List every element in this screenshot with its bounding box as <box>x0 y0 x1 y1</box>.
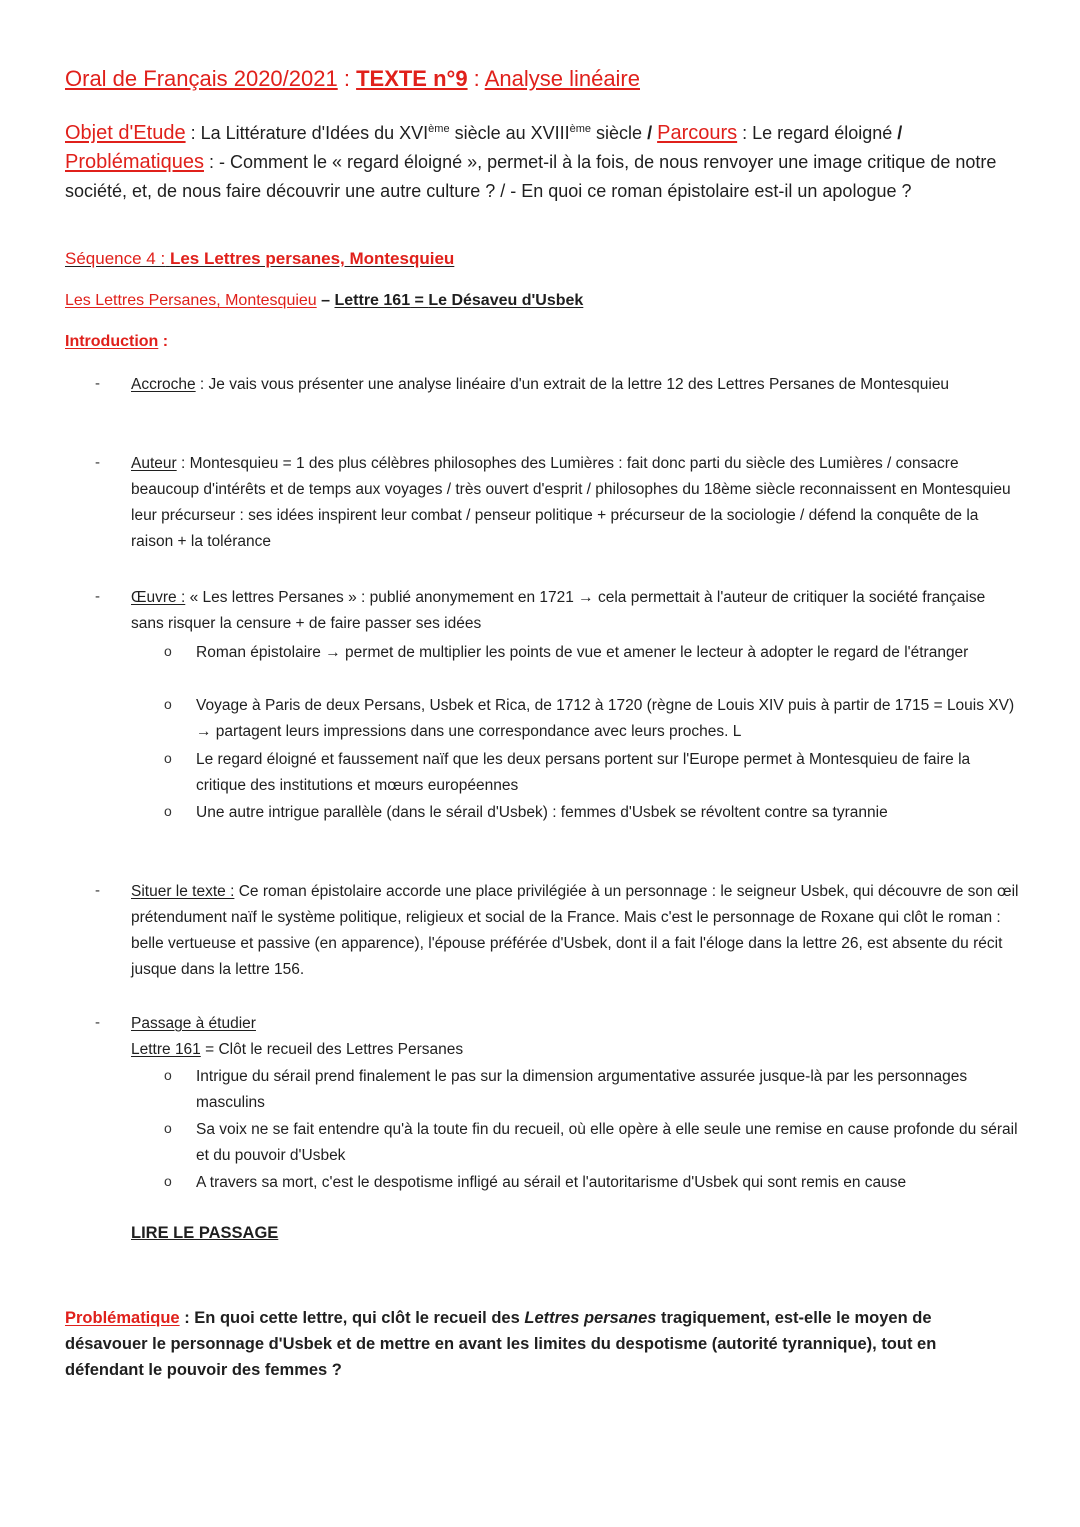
lettre-source: Les Lettres Persanes, Montesquieu <box>65 292 317 309</box>
lettre-title: Le Désaveu d'Usbek <box>428 292 584 309</box>
problematiques-text: : - Comment le « regard éloigné », permet-il à la fois, de nous renvoyer une image critique de notre société, et, de nous faire découvrir une autre culture ? / - En quoi ce roman épistolaire est-il un apologue ? <box>65 152 997 201</box>
dash-marker: - <box>95 882 100 899</box>
situer-text: Ce roman épistolaire accorde une place privilégiée à un personnage : le seigneur Usbek, qui découvre de son œil prétendument naïf le système politique, religieux et social de la France. Mais c'est le personnage de Roxane qui clôt le roman : belle vertueuse et passive (en apparence), l'épouse préférée d'Usbek, dont il a fait l'éloge dans la lettre 26, est absente du récit jusque dans la lettre 156. <box>131 883 1019 978</box>
parcours-label: Parcours <box>657 122 738 144</box>
oeuvre-item: Roman épistolaire → permet de multiplier les points de vue et amener le lecteur à adopter le regard de l'étranger <box>196 644 969 661</box>
sequence-label: Séquence 4 : <box>65 249 166 268</box>
problematique-paragraph <box>65 1305 1015 1383</box>
dash-marker: - <box>95 1014 100 1031</box>
passage-item: A travers sa mort, c'est le despotisme infligé au sérail et l'autoritarisme d'Usbek qui sont remis en cause <box>196 1174 907 1191</box>
bullet-marker: o <box>164 696 172 712</box>
introduction-label: Introduction <box>65 333 159 350</box>
situer-label: Situer le texte : <box>131 883 235 900</box>
passage-lettre-label: Lettre 161 <box>131 1041 201 1058</box>
passage-label: Passage à étudier <box>131 1015 256 1032</box>
oeuvre-label: Œuvre : <box>131 589 186 606</box>
oeuvre-item: Le regard éloigné et faussement naïf que les deux persans portent sur l'Europe permet à Montesquieu de faire la critique des institutions et mœurs européennes <box>196 751 971 794</box>
auteur-block <box>131 451 1021 555</box>
page-title <box>65 66 640 92</box>
accroche-block <box>131 372 1021 398</box>
bullet-marker: o <box>164 643 172 659</box>
bullet-marker: o <box>164 750 172 766</box>
oeuvre-item: Une autre intrigue parallèle (dans le sérail d'Usbek) : femmes d'Usbek se révoltent contre sa tyrannie <box>196 804 888 821</box>
objet-text3: siècle <box>591 123 648 143</box>
situer-block <box>131 879 1021 983</box>
title-sep: : <box>467 66 485 91</box>
bullet-marker: o <box>164 803 172 819</box>
accroche-text: : Je vais vous présenter une analyse linéaire d'un extrait de la lettre 12 des Lettres Persanes de Montesquieu <box>195 376 950 393</box>
passage-item: Intrigue du sérail prend finalement le pas sur la dimension argumentative assurée jusque-là par les personnages masculins <box>196 1068 968 1111</box>
lettre-number: Lettre 161 <box>334 292 411 309</box>
lettre-heading <box>65 292 583 310</box>
parcours-text: : Le regard éloigné <box>737 123 898 143</box>
problematiques-label: Problématiques <box>65 151 204 173</box>
auteur-label: Auteur <box>131 455 177 472</box>
dash-marker: - <box>95 588 100 605</box>
objet-sup1: ème <box>428 123 450 135</box>
passage-item: Sa voix ne se fait entendre qu'à la toute fin du recueil, où elle opère à elle seule une remise en cause profonde du sérail et du pouvoir d'Usbek <box>196 1121 1018 1164</box>
passage-lettre-text: = Clôt le recueil des Lettres Persanes <box>200 1041 464 1058</box>
title-texte: TEXTE n°9 <box>356 66 468 91</box>
introduction-heading <box>65 333 168 351</box>
bullet-marker: o <box>164 1173 172 1189</box>
objet-slash: / <box>647 123 653 143</box>
objet-sup2: ème <box>569 123 592 135</box>
bullet-marker: o <box>164 1120 172 1136</box>
dash-marker: - <box>95 454 100 471</box>
auteur-text: : Montesquieu = 1 des plus célèbres philosophes des Lumières : fait donc parti du siècle des Lumières / consacre beaucoup d'intérêts et de temps aux voyages / très ouvert d'esprit / philosophes du 18ème siècle reconnaissent en Montesquieu leur précurseur : ses idées inspirent leur combat / penseur politique + précurseur de la sociologie / défend la conquête de la raison + la tolérance <box>131 455 1011 550</box>
sequence-heading <box>65 249 454 269</box>
lettre-sep: – <box>316 292 335 309</box>
passage-block <box>131 1011 1021 1063</box>
objet-text2: siècle au XVIII <box>449 123 570 143</box>
parcours-slash: / <box>897 123 903 143</box>
dash-marker: - <box>95 375 100 392</box>
oeuvre-block <box>131 585 1021 637</box>
lettre-eq: = <box>410 292 429 309</box>
problematique-label: Problématique <box>65 1309 180 1327</box>
title-oral: Oral de Français 2020/2021 <box>65 66 338 91</box>
accroche-label: Accroche <box>131 376 196 393</box>
objet-text1: : La Littérature d'Idées du XVI <box>185 123 429 143</box>
title-sep: : <box>337 66 357 91</box>
lire-passage-heading: LIRE LE PASSAGE <box>131 1224 279 1242</box>
oeuvre-text: « Les lettres Persanes » : publié anonymement en 1721 → cela permettait à l'auteur de critiquer la société française sans risquer la censure + de faire passer ses idées <box>131 589 986 632</box>
objet-label: Objet d'Etude <box>65 122 186 144</box>
bullet-marker: o <box>164 1067 172 1083</box>
oeuvre-item: Voyage à Paris de deux Persans, Usbek et Rica, de 1712 à 1720 (règne de Louis XIV puis à partir de 1715 = Louis XV) → partagent leurs impressions dans une correspondance avec leurs proches. L <box>196 697 1015 740</box>
problematique-text2: tragiquement, est-elle le moyen de désavouer le personnage d'Usbek et de mettre en avant les limites du despotisme (autorité tyrannique), tout en défendant le pouvoir des femmes ? <box>65 1309 937 1379</box>
title-analyse: Analyse linéaire <box>484 66 640 91</box>
introduction-colon: : <box>158 333 169 350</box>
problematique-italic: Lettres persanes <box>524 1309 657 1327</box>
objet-etude-paragraph <box>65 115 1015 206</box>
sequence-title: Les Lettres persanes, Montesquieu <box>169 249 455 268</box>
problematique-text1: : En quoi cette lettre, qui clôt le recueil des <box>179 1309 525 1327</box>
